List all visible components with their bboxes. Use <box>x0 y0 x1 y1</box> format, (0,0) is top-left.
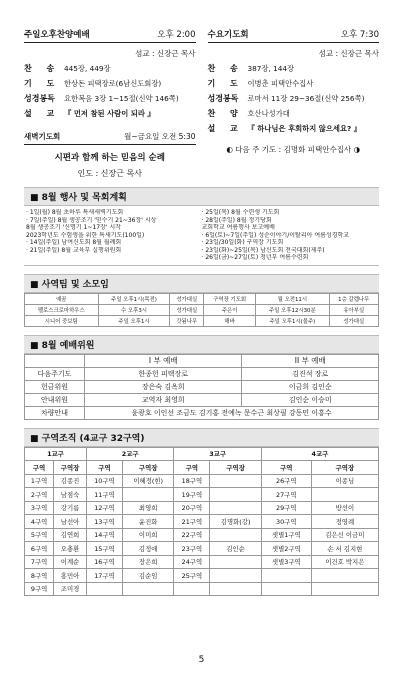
group-leader: 남점숙 <box>54 488 87 502</box>
ministry-cell: 펠로스크로마하우스 <box>25 304 99 315</box>
ministry-row <box>25 315 379 326</box>
ministry-section <box>24 274 379 327</box>
worship-row <box>208 64 380 74</box>
event-line: · 6일(토)~7일(주일) 성순이야기/이탈리아 여름성경학교 <box>201 231 350 239</box>
group-leader: 홍민아 <box>54 569 87 583</box>
group-leader: 이종님 <box>311 474 378 488</box>
group-name: 23구역 <box>174 542 210 556</box>
worship-row <box>208 79 380 89</box>
worship-row <box>24 79 196 89</box>
group-name: 11구역 <box>86 488 122 502</box>
group-leader: 김은신 이금미 <box>311 528 378 542</box>
worship-item-label: 성경봉독 <box>207 94 239 103</box>
events-section <box>24 187 379 266</box>
ministry-title: 사역팀 및 소모임 <box>41 279 109 290</box>
event-line: · 7일(주일) 8월 생공조기 '믿수기 21~36장' 시상 <box>26 216 157 224</box>
event-line: · 23일/30일(화) 구역장 기도회 <box>201 239 284 246</box>
ministry-cell: 성가대실 <box>170 304 204 315</box>
first-service-header: I 부 예배 <box>85 354 242 367</box>
group-leader: 장은희 <box>122 555 173 569</box>
event-line: · 26일(금)~27일(토) 청년부 여름수련회 <box>201 254 309 261</box>
group-name: 9구역 <box>25 582 54 596</box>
ministry-row <box>25 293 379 304</box>
group-leader: 오충환 <box>54 542 87 556</box>
district-header-row <box>25 447 379 461</box>
second-service-names: 김진석 장로 <box>242 367 379 380</box>
group-column-header: 구역 <box>86 461 122 475</box>
order-of-worship <box>24 64 196 119</box>
group-leader <box>122 488 173 502</box>
leader-column-header: 구역장 <box>54 461 87 475</box>
worship-item-label: 설 교 <box>24 109 61 118</box>
service-time: 오후 7:30 <box>340 30 379 40</box>
first-service-names: 교역자 최영희 <box>85 393 242 406</box>
second-service-names: 김인순 이승미 <box>242 393 379 406</box>
events-list <box>24 206 379 266</box>
worship-item-value: 요한복음 3장 1~15절(신약 146쪽) <box>64 94 179 103</box>
group-leader: 김정애 <box>122 542 173 556</box>
district-header: 1교구 <box>25 447 87 461</box>
event-line: 8월 생공조기 '신명기 1~17장' 시작 <box>26 224 121 231</box>
ushers-table <box>24 354 379 420</box>
district-header: 4교구 <box>261 447 378 461</box>
group-name: 29구역 <box>261 501 311 515</box>
group-row <box>25 582 379 596</box>
group-row <box>25 569 379 583</box>
ministry-cell: 주일 오후1시 <box>98 315 170 326</box>
worship-row <box>208 124 380 134</box>
ministry-cell: 성가대실 <box>329 315 379 326</box>
group-leader: 김순임 <box>122 569 173 583</box>
group-name <box>261 569 311 583</box>
group-column-header: 구역 <box>25 461 54 475</box>
ministry-cell: 월 오전11시 <box>256 293 329 304</box>
car-guide-row <box>25 406 379 419</box>
ushers-section <box>24 335 379 420</box>
event-line: · 21일(주일) 8월 교육부 실행위원회 <box>26 246 122 254</box>
group-leader <box>210 474 261 488</box>
service-time: 오후 2:00 <box>157 30 196 40</box>
group-name: 12구역 <box>86 501 122 515</box>
ushers-title: 8월 예배위원 <box>41 340 95 351</box>
usher-row <box>25 367 379 380</box>
ministry-cell: 시니어 중보팀 <box>25 315 99 326</box>
group-name: 26구역 <box>261 474 311 488</box>
usher-row <box>25 393 379 406</box>
group-name: 3구역 <box>25 501 54 515</box>
group-name: 샛별3구역 <box>261 555 311 569</box>
worship-item-label: 찬 양 <box>207 109 244 118</box>
group-leader: 정영례 <box>311 515 378 529</box>
worship-item-label: 찬 송 <box>24 64 61 73</box>
page-number: 5 <box>198 655 205 665</box>
dawn-prayer-theme: 시편과 함께 하는 믿음의 순례 <box>54 153 165 163</box>
service-header <box>208 28 380 43</box>
group-name: 10구역 <box>86 474 122 488</box>
service-header <box>24 28 196 43</box>
ministry-table <box>24 293 379 327</box>
group-name: 샛별1구역 <box>261 528 311 542</box>
group-name: 1구역 <box>25 474 54 488</box>
groups-title: 구역조직 (4교구 32구역) <box>41 433 145 444</box>
car-guide-names: 윤광호 이인선 조금도 김기홍 전예녹 문수근 최상필 강동민 이흥수 <box>85 406 379 419</box>
worship-item-value: 이병춘 피택안수집사 <box>247 79 314 88</box>
group-leader: 김명화(강) <box>210 515 261 529</box>
group-name: 16구역 <box>86 555 122 569</box>
ministry-cell: 유아부실 <box>329 304 379 315</box>
group-row <box>25 488 379 502</box>
group-leader: 조미경 <box>54 582 87 596</box>
worship-row <box>208 94 380 104</box>
worship-item-label: 설 교 <box>207 124 244 133</box>
group-leader <box>210 555 261 569</box>
group-leader: 이건호 박지은 <box>311 555 378 569</box>
group-leader: 윤진화 <box>122 515 173 529</box>
next-week-prayer: ◐ 다음 주 기도 : 김명화 피택안수집사 ◑ <box>226 145 361 154</box>
group-name: 15구역 <box>86 542 122 556</box>
group-name: 6구역 <box>25 542 54 556</box>
group-name: 21구역 <box>174 515 210 529</box>
events-left-column <box>26 209 202 262</box>
ministry-cell: 주일 오후1시(물주) <box>256 315 329 326</box>
group-leader: 이혜정(힌) <box>122 474 173 488</box>
group-leader <box>210 569 261 583</box>
group-name: 5구역 <box>25 528 54 542</box>
event-line: · 25일(목) 8월 수련생 기도회 <box>201 209 280 216</box>
group-row <box>25 474 379 488</box>
worship-item-value: 로마서 11장 29~36절(신약 256쪽) <box>247 94 365 103</box>
ushers-header: ■ 8월 예배위원 <box>24 335 379 354</box>
group-leader <box>210 528 261 542</box>
worship-row <box>24 64 196 74</box>
events-right-column <box>202 209 378 262</box>
group-name: 8구역 <box>25 569 54 583</box>
ministry-cell: 해바 <box>204 315 256 326</box>
car-guide-label: 차량안내 <box>25 406 85 419</box>
ministry-cell: 1층 갈렙나무 <box>329 293 379 304</box>
ministry-header: ■ 사역팀 및 소모임 <box>24 274 379 293</box>
group-row <box>25 528 379 542</box>
worship-item-value: 호산나성가대 <box>247 109 290 118</box>
events-title: 8월 행사 및 목회계획 <box>41 193 127 203</box>
ministry-cell: 주일 오후1시(목전) <box>98 293 170 304</box>
group-leader <box>210 582 261 596</box>
blank-header-cell <box>25 354 85 367</box>
worship-item-value: 『 하나님은 후회하지 않으세요? 』 <box>247 124 362 133</box>
dawn-prayer-title: 새벽기도회 <box>24 132 61 141</box>
usher-row <box>25 380 379 393</box>
event-line: 교회학교 여름행사 보고예배 <box>201 224 275 231</box>
group-name: 14구역 <box>86 528 122 542</box>
worship-item-label: 기 도 <box>24 79 61 88</box>
service-title: 수요기도회 <box>207 30 249 40</box>
ministry-cell: 구역장 기도회 <box>204 293 256 304</box>
worship-item-label: 찬 송 <box>207 64 244 73</box>
event-line: · 28일(주일) 8월 정기당회 <box>201 216 272 224</box>
group-leader: 김연희 <box>54 528 87 542</box>
group-row <box>25 555 379 569</box>
group-name: 19구역 <box>174 488 210 502</box>
ministry-cell: 수 오후3시 <box>98 304 170 315</box>
worship-row <box>208 109 380 119</box>
wednesday-prayer-service <box>208 28 380 179</box>
group-leader: 김인순 <box>210 542 261 556</box>
usher-role: 다음주기도 <box>25 367 85 380</box>
group-name <box>174 582 210 596</box>
group-leader: 최영희 <box>122 501 173 515</box>
group-name <box>261 582 311 596</box>
group-name: 17구역 <box>86 569 122 583</box>
groups-header: ■ 구역조직 (4교구 32구역) <box>24 428 379 447</box>
group-leader <box>311 569 378 583</box>
ministry-cell: 주은이 <box>204 304 256 315</box>
worship-item-value: 한상돈 피택장로(6남신도회장) <box>64 79 162 88</box>
group-column-header: 구역 <box>261 461 311 475</box>
ministry-row <box>25 304 379 315</box>
group-leader <box>311 488 378 502</box>
event-line: · 14일(주일) 남여신도회 8월 월례회 <box>26 239 122 246</box>
group-name: 13구역 <box>86 515 122 529</box>
usher-role: 헌금위원 <box>25 380 85 393</box>
leader-column-header: 구역장 <box>311 461 378 475</box>
group-leader: 이미희 <box>122 528 173 542</box>
group-leader: 김종진 <box>54 474 87 488</box>
leader-column-header: 구역장 <box>210 461 261 475</box>
ministry-cell: 주일 오후12시30분 <box>256 304 329 315</box>
district-header: 2교구 <box>86 447 173 461</box>
group-name: 7구역 <box>25 555 54 569</box>
group-name: 2구역 <box>25 488 54 502</box>
service-title: 주일오후찬양예배 <box>24 30 90 40</box>
group-leader: 남선아 <box>54 515 87 529</box>
group-name: 18구역 <box>174 474 210 488</box>
second-service-names: 이금희 김인순 <box>242 380 379 393</box>
group-name: 4구역 <box>25 515 54 529</box>
first-service-names: 장은숙 김옥희 <box>85 380 242 393</box>
group-leader: 방선이 <box>311 501 378 515</box>
usher-role: 안내위원 <box>25 393 85 406</box>
group-name: 27구역 <box>261 488 311 502</box>
presider: 섬교 : 신장근 목사 <box>135 49 196 58</box>
event-line: · 1일(월) 8월 초하루 특새새벽기도회 <box>26 209 124 216</box>
service-columns <box>24 28 379 179</box>
group-row <box>25 501 379 515</box>
groups-section <box>24 428 379 597</box>
ministry-cell: 성가대실 <box>170 293 204 304</box>
group-column-header: 구역 <box>174 461 210 475</box>
events-header: ■ 8월 행사 및 목회계획 <box>24 187 379 206</box>
event-line: · 23일(화)~25일(목) 남신도회 전국대회(제주) <box>201 246 325 254</box>
group-name: 30구역 <box>261 515 311 529</box>
worship-item-value: 『 먼저 참된 사람이 되라 』 <box>64 109 155 118</box>
group-leader <box>122 582 173 596</box>
worship-item-value: 445장, 449장 <box>64 64 111 73</box>
order-of-worship <box>208 64 380 134</box>
dawn-prayer-header <box>24 131 196 145</box>
column-header-row <box>25 461 379 475</box>
worship-item-label: 성경봉독 <box>24 94 55 103</box>
worship-row <box>24 109 196 119</box>
group-name: 24구역 <box>174 555 210 569</box>
group-name: 22구역 <box>174 528 210 542</box>
ministry-cell: 갓됨나무 <box>170 315 204 326</box>
worship-item-label: 기 도 <box>207 79 244 88</box>
group-leader: 강기름 <box>54 501 87 515</box>
first-service-names: 한종헌 피택장로 <box>85 367 242 380</box>
leader-column-header: 구역장 <box>122 461 173 475</box>
group-leader <box>210 488 261 502</box>
group-name: 25구역 <box>174 569 210 583</box>
second-service-header: II 부 예배 <box>242 354 379 367</box>
group-name <box>86 582 122 596</box>
group-leader <box>311 582 378 596</box>
worship-row <box>24 94 196 104</box>
event-line: 2023학년도 수험생을 위한 특새기도(100일) <box>26 231 145 239</box>
ministry-cell: 예꿈 <box>25 293 99 304</box>
presider: 섬교 : 신장근 목사 <box>318 49 379 58</box>
dawn-prayer-time: 월~금요일 오전 5:30 <box>124 132 196 141</box>
dawn-prayer-leader: 인도 : 신장근 목사 <box>77 169 142 178</box>
groups-table <box>24 447 379 597</box>
district-header: 3교구 <box>174 447 261 461</box>
worship-item-value: 387장, 144장 <box>247 64 295 73</box>
group-name: 20구역 <box>174 501 210 515</box>
group-leader: 이계순 <box>54 555 87 569</box>
group-row <box>25 515 379 529</box>
group-row <box>25 542 379 556</box>
group-leader: 손 서 김지현 <box>311 542 378 556</box>
group-name: 샛별2구역 <box>261 542 311 556</box>
sunday-afternoon-service <box>24 28 196 179</box>
group-leader <box>210 501 261 515</box>
